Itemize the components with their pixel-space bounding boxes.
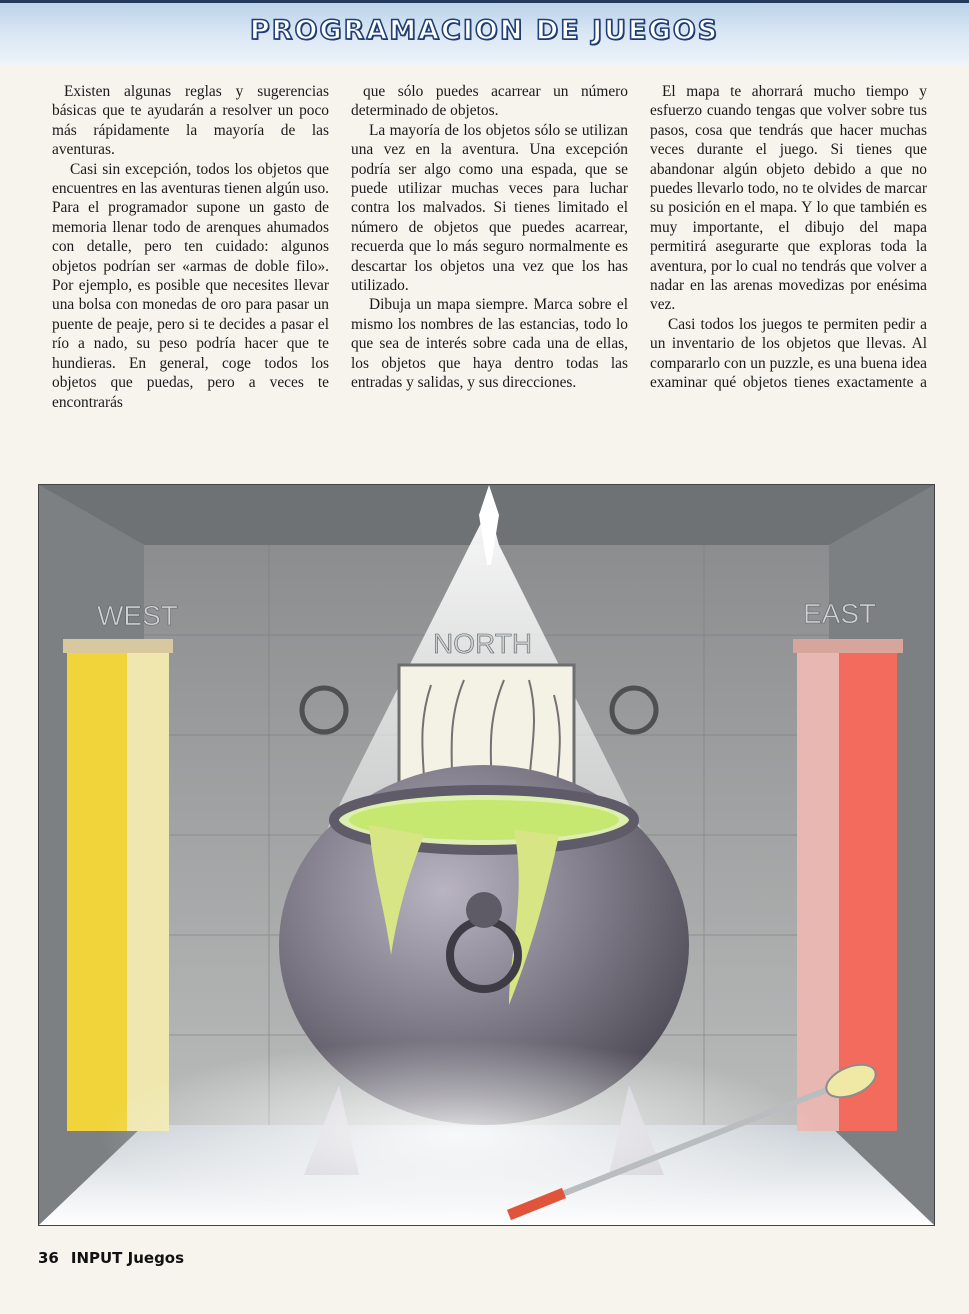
page-number: 36: [38, 1249, 59, 1267]
east-pillar-cap: [793, 639, 903, 653]
column-2: [351, 82, 628, 477]
west-pillar-light: [127, 651, 169, 1131]
cauldron-face: [466, 892, 502, 928]
column-3: [650, 82, 927, 477]
west-label: WEST: [97, 600, 178, 631]
section-title: PROGRAMACION DE JUEGOS: [249, 15, 720, 46]
header-banner: [0, 0, 969, 65]
cauldron-illustration: [38, 484, 935, 1226]
paragraph: Casi todos los juegos te permiten pedir a un inventario de los objetos que llevas. Al compararlo con un puzzle, es una buena idea examinar qué objetos tienes exactamente a: [650, 315, 927, 392]
paragraph: Casi sin excepción, todos los objetos que encuentres en las aventuras tienen algún uso. Para el programador supone un gasto de memoria llenar todo de arenques ahumados con detalle, pero ten cuidado: algunos objetos podrían ser «armas de doble filo». Por ejemplo, es posible que necesites llevar una bolsa con monedas de oro para pasar un puente de peaje, pero si te decides a pasar el río a nado, su peso podría hacer que te hundieras. En general, coge todos los objetos que puedas, pero a veces te encontrarás: [52, 160, 329, 411]
paragraph: El mapa te ahorrará mucho tiempo y esfuerzo cuando tengas que volver sobre tus pasos, cosa que tendrás que hacer muchas veces durante el juego. Si tienes que abandonar algún objeto debido a que no puedes llevarlo todo, no te olvides de marcar su posición en el mapa. Y lo que también es muy importante, el dibujo del mapa permitirá asegurarte que exploras toda la aventura, por lo cual no tendrás que volver a nadar en las arenas movedizas por enésima vez.: [650, 83, 927, 314]
north-label: NORTH: [433, 628, 533, 659]
west-pillar-cap: [63, 639, 173, 653]
publication-name: INPUT Juegos: [70, 1249, 185, 1267]
column-1: [52, 82, 329, 477]
east-pillar-red: [839, 651, 897, 1131]
text-columns: [52, 82, 927, 477]
east-pillar-light: [797, 651, 839, 1131]
west-pillar-yellow: [67, 651, 127, 1131]
east-label: EAST: [803, 598, 877, 629]
paragraph: que sólo puedes acarrear un número determinado de objetos.: [351, 83, 628, 120]
page-footer: [38, 1249, 184, 1267]
paragraph: Existen algunas reglas y sugerencias básicas que te ayudarán a resolver un poco más rápidamente la mayoría de las aventuras.: [52, 83, 329, 159]
paragraph: Dibuja un mapa siempre. Marca sobre el mismo los nombres de las estancias, todo lo que sea de interés sobre cada una de ellas, los objetos que haya dentro todas las entradas y salidas, y sus direcciones.: [351, 296, 628, 392]
paragraph: La mayoría de los objetos sólo se utilizan una vez en la aventura. Una excepción podría ser algo como una espada, que se puede utilizar muchas veces para luchar contra los malvados. Si tienes limitado el número de objetos que puedes acarrear, recuerda que lo más seguro normalmente es descartar los objetos una vez que los has utilizado.: [351, 121, 628, 295]
